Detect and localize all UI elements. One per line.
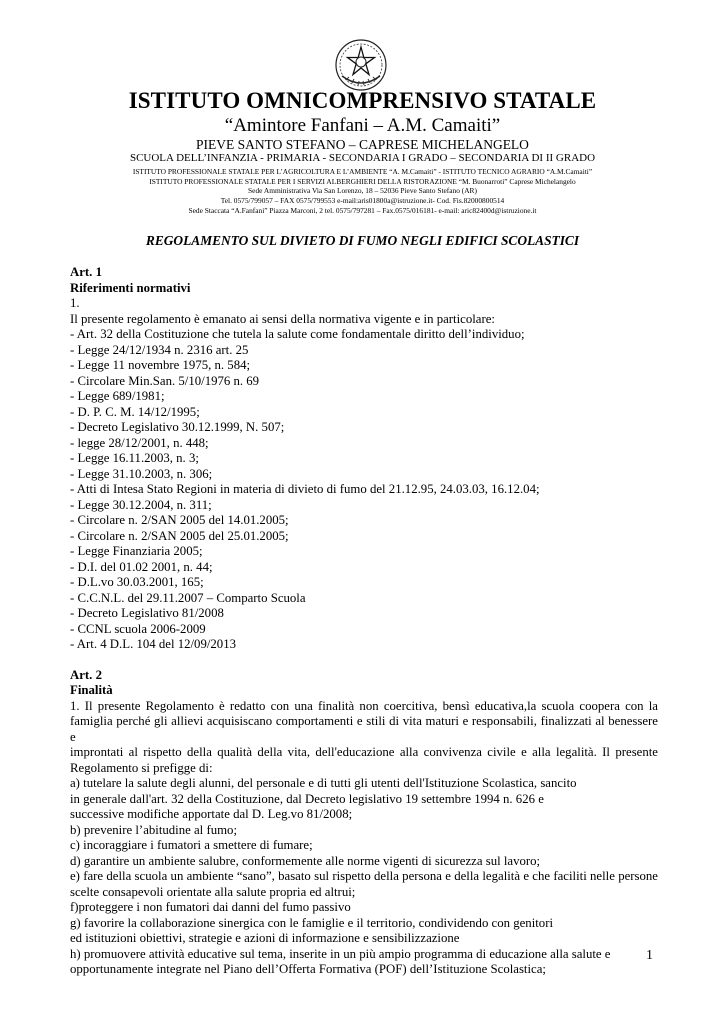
norm-list [70,327,658,653]
paragraph-line: improntati al rispetto della qualità della vita, dell'educazione alla convivenza civile e alla legalità. Il presente [70,745,658,759]
norm-list-item: - Legge 31.10.2003, n. 306; [70,466,213,481]
paragraph-line: e) fare della scuola un ambiente “sano”, basato sul rispetto della persona e della legalità e che faciliti nelle persone [70,869,658,883]
norm-list-item: - Circolare n. 2/SAN 2005 del 14.01.2005; [70,513,289,527]
paragraph-line: g) favorire la collaborazione sinergica con le famiglie e il territorio, condividendo con genitori [70,915,554,930]
norm-list-item: - Legge 16.11.2003, n. 3; [70,451,199,465]
paragraph-text: Il presente regolamento è emanato ai sensi della normativa vigente e in particolare: [70,311,495,326]
norm-list-item: - D.L.vo 30.03.2001, 165; [70,575,204,589]
institute-location: PIEVE SANTO STEFANO – CAPRESE MICHELANGELO [196,137,529,152]
paragraph-line: b) prevenire l’abitudine al fumo; [70,822,238,837]
institute-subtitle: “Amintore Fanfani – A.M. Camaiti” [224,115,501,136]
paragraph-number: 1. [70,296,80,310]
paragraph-line: Regolamento si prefigge di: [70,760,213,775]
norm-list-item: - Circolare n. 2/SAN 2005 del 25.01.2005; [70,528,289,543]
letterhead-line: Sede Amministrativa Via San Lorenzo, 18 – 52036 Pieve Santo Stefano (AR) [248,186,477,195]
paragraph-line: opportunamente integrate nel Piano dell’Offerta Formativa (POF) dell’Istituzione Scolastica; [70,962,546,976]
paragraph-line: c) incoraggiare i fumatori a smettere di fumare; [70,838,313,852]
paragraph-line: famiglia perché gli allievi acquisiscano comportamenti e stili di vita maturi e responsabili, finalizzati al benessere e [70,714,658,744]
document-body [70,265,658,978]
norm-list-item: - Decreto Legislativo 81/2008 [70,606,224,620]
norm-list-item: - Art. 4 D.L. 104 del 12/09/2013 [70,637,236,651]
norm-list-item: - D.I. del 01.02 2001, n. 44; [70,559,213,574]
italian-republic-emblem [334,38,388,92]
paragraph-line: scelte consapevoli orientate alla salute propria ed altrui; [70,884,356,899]
norm-list-item: - legge 28/12/2001, n. 448; [70,435,209,450]
letterhead-line: Sede Staccata “A.Fanfani” Piazza Marconi, 2 tel. 0575/797281 – Fax.0575/016181- e-mail: aric82400d@istruzione.it [188,206,537,215]
school-levels: SCUOLA DELL’INFANZIA - PRIMARIA - SECONDARIA I GRADO – SECONDARIA DI II GRADO [129,152,596,164]
norm-list-item: - Art. 32 della Costituzione che tutela la salute come fondamentale diritto dell’individuo; [70,327,525,341]
article-number: Art. 2 [70,667,102,682]
norm-list-item: - Legge 30.12.2004, n. 311; [70,497,212,512]
document-title: REGOLAMENTO SUL DIVIETO DI FUMO NEGLI EDIFICI SCOLASTICI [145,233,580,248]
paragraph-line: h) promuovere attività educative sul tema, inserite in un più ampio programma di educazione alla salute e [70,946,611,961]
norm-list-item: - C.C.N.L. del 29.11.2007 – Comparto Scuola [70,590,306,605]
paragraph-line: successive modifiche apportate dal D. Leg.vo 81/2008; [70,807,353,821]
norm-list-item: - Legge 11 novembre 1975, n. 584; [70,358,251,372]
norm-list-item: - CCNL scuola 2006-2009 [70,621,206,636]
letterhead-line: Tel. 0575/799057 – FAX 0575/799553 e-mail:aris01800a@istruzione.it- Cod. Fis.82000800514 [220,196,505,205]
norm-list-item: - Legge 24/12/1934 n. 2316 art. 25 [70,342,249,357]
letterhead-line: ISTITUTO PROFESSIONALE STATALE PER I SERVIZI ALBERGHIERI DELLA RISTORAZIONE “M. Buonarroti” Caprese Michelangelo [149,177,576,186]
norm-list-item: - Circolare Min.San. 5/10/1976 n. 69 [70,373,260,388]
article-number: Art. 1 [70,265,102,279]
article-heading: Riferimenti normativi [70,280,191,295]
norm-list-item: - Atti di Intesa Stato Regioni in materia di divieto di fumo del 21.12.95, 24.03.03, 16.12.04; [70,482,540,496]
paragraph-line: f)proteggere i non fumatori dai danni del fumo passivo [70,900,351,914]
institute-name: ISTITUTO OMNICOMPRENSIVO STATALE [128,88,597,113]
paragraph-line: d) garantire un ambiente salubre, conformemente alle norme vigenti di sicurezza sul lavoro; [70,853,541,868]
paragraph-line: a) tutelare la salute degli alunni, del personale e di tutti gli utenti dell'Istituzione Scolastica, sancito [70,776,577,790]
norm-list-item: - Legge Finanziaria 2005; [70,544,203,558]
norm-list-item: - Decreto Legislativo 30.12.1999, N. 507; [70,420,285,434]
article-heading: Finalità [70,683,113,697]
paragraph-line: 1. Il presente Regolamento è redatto con una finalità non coercitiva, bensì educativa,la scuola coopera con la [70,698,658,713]
page-number: 1 [646,948,653,963]
paragraph-line: ed istituzioni obiettivi, strategie e azioni di informazione e sensibilizzazione [70,931,460,945]
norm-list-item: - Legge 689/1981; [70,389,165,403]
norm-list-item: - D. P. C. M. 14/12/1995; [70,404,200,419]
letterhead-line: ISTITUTO PROFESSIONALE STATALE PER L’AGRICOLTURA E L’AMBIENTE “A. M.Camaiti” - ISTITUTO TECNICO AGRARIO “A.M.Camaiti” [132,167,593,176]
paragraph-line: in generale dall'art. 32 della Costituzione, dal Decreto legislativo 19 settembre 1994 n. 626 e [70,791,544,806]
